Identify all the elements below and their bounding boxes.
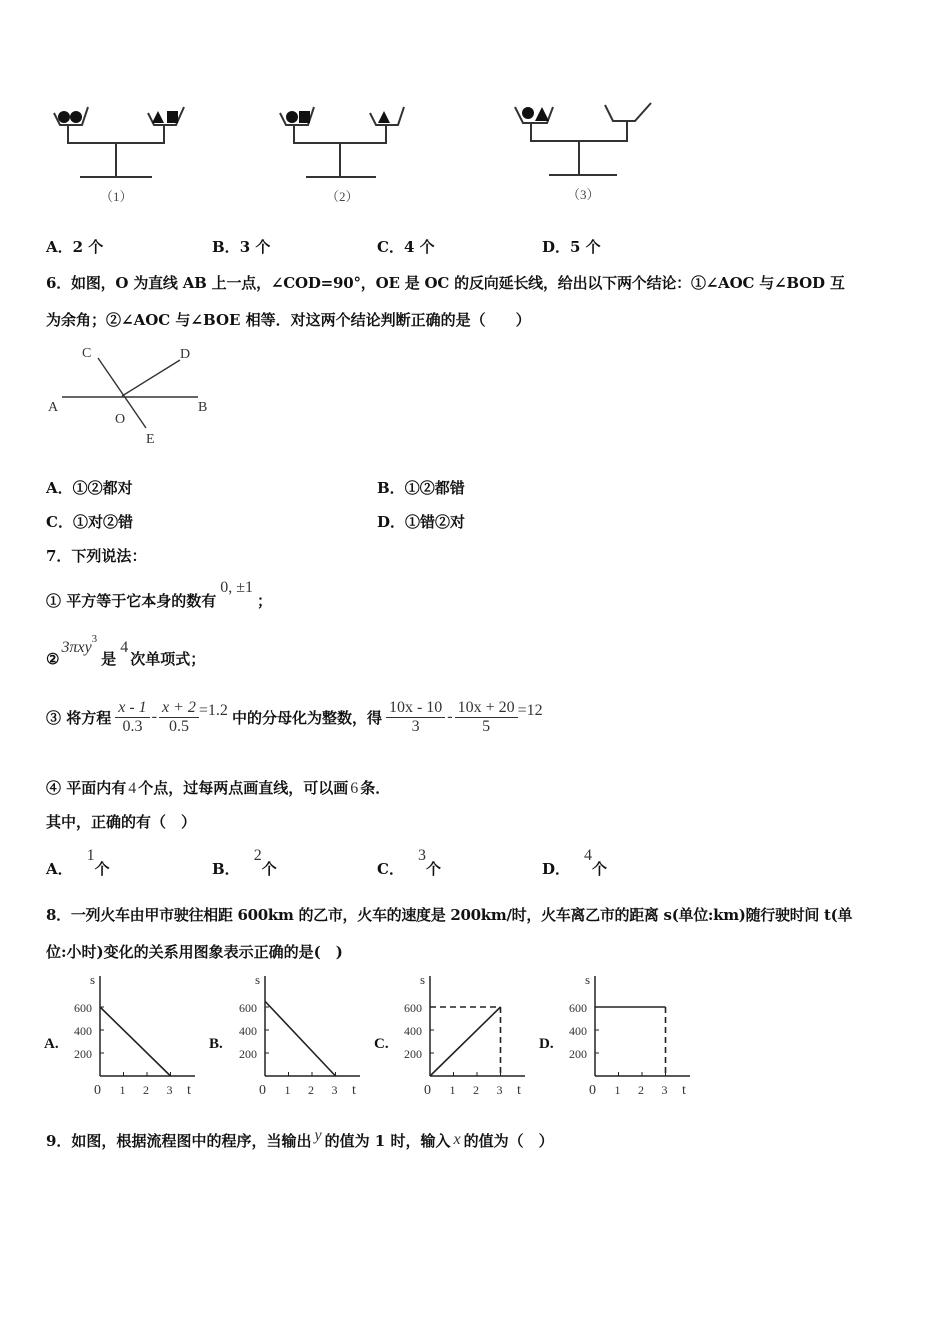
label-O: O xyxy=(115,412,126,427)
q7-statement-1: ① 平方等于它本身的数有0, ±1； xyxy=(46,579,273,610)
q8-stem-line2: 位:小时)变化的关系用图象表示正确的是( ) xyxy=(46,943,343,961)
y-tick-label: 200 xyxy=(239,1047,257,1061)
x-tick-label: 3 xyxy=(661,1083,668,1097)
q6-option-a[interactable]: A．①②都对 xyxy=(46,479,133,497)
q7-statement-2: ②3πxy$^3$是4次单项式； xyxy=(46,633,206,668)
q6-option-b[interactable]: B．①②都错 xyxy=(377,479,465,497)
x-tick-label: 0 xyxy=(589,1083,596,1098)
q6-angle-figure xyxy=(40,340,230,450)
q6-stem-line2: 为余角；②∠AOC 与∠BOE 相等．对这两个结论判断正确的是（ ） xyxy=(46,311,531,329)
x-tick-label: 0 xyxy=(259,1083,266,1098)
q7-option-a[interactable]: A．1个 xyxy=(46,847,110,878)
balance-label-1: （1） xyxy=(100,189,133,204)
label-A: A xyxy=(48,400,59,415)
x-tick-label: 3 xyxy=(496,1083,503,1097)
q7-option-c[interactable]: C．3个 xyxy=(377,847,441,878)
y-tick-label: 200 xyxy=(74,1047,92,1061)
x-tick-label: 3 xyxy=(331,1083,338,1097)
q9-stem: 9．如图，根据流程图中的程序，当输出 y 的值为 1 时，输入 x 的值为（ ） xyxy=(46,1127,554,1150)
x-tick-label: 0 xyxy=(424,1083,431,1098)
x-tick-label: 2 xyxy=(308,1083,314,1097)
x-tick-label: 2 xyxy=(638,1083,644,1097)
y-tick-label: 200 xyxy=(569,1047,587,1061)
x-tick-label: 3 xyxy=(166,1083,173,1097)
x-tick-label: 2 xyxy=(473,1083,479,1097)
y-tick-label: 600 xyxy=(239,1001,257,1015)
q8-graph-b[interactable] xyxy=(205,968,370,1098)
q7-fraction-1: $\frac{x - 1}{0.3}$ xyxy=(115,699,149,736)
balance-figure-3 xyxy=(505,95,665,210)
q7-stem: 7．下列说法： xyxy=(46,547,147,565)
q7-statement-3: ③ 将方程 $\frac{x - 1}{0.3}$ - $\frac{x + 2}{0.5}$ =1.2 中的分母化为整数，得 $\frac{10x - 10}{3}$ - $\frac{10x + 20}{5}$ =12 xyxy=(46,698,543,735)
series-line xyxy=(265,1001,336,1076)
y-tick-label: 200 xyxy=(404,1047,422,1061)
series-line xyxy=(430,1007,501,1076)
x-tick-label: 2 xyxy=(143,1083,149,1097)
q7-question: 其中，正确的有（ ） xyxy=(46,813,197,831)
x-tick-label: 1 xyxy=(614,1083,621,1097)
q7-s2-math: 3πxy xyxy=(61,639,92,656)
q5-option-c[interactable]: C．4 个 xyxy=(377,238,435,256)
q7-fraction-4: $\frac{10x + 20}{5}$ xyxy=(455,699,518,736)
x-tick-label: 1 xyxy=(284,1083,291,1097)
x-tick-label: 1 xyxy=(449,1083,456,1097)
graph-option-label: B. xyxy=(209,1036,223,1052)
y-tick-label: 400 xyxy=(404,1024,422,1038)
series-line xyxy=(100,1007,171,1076)
q6-stem-line1: 6．如图，O 为直线 AB 上一点，∠COD=90°，OE 是 OC 的反向延长线，给出以下两个结论：①∠AOC 与∠BOD 互 xyxy=(46,274,845,292)
balance-label-2: （2） xyxy=(326,189,359,204)
q8-stem-line1: 8．一列火车由甲市驶往相距 600km 的乙市，火车的速度是 200km/时，火车离乙市的距离 s(单位:km)随行驶时间 t(单 xyxy=(46,906,853,924)
q5-option-a[interactable]: A．2 个 xyxy=(46,238,104,256)
y-axis-label: s xyxy=(90,972,96,987)
x-tick-label: 0 xyxy=(94,1083,101,1098)
label-B: B xyxy=(198,400,208,415)
q6-option-c[interactable]: C．①对②错 xyxy=(46,513,133,531)
y-tick-label: 600 xyxy=(569,1001,587,1015)
q7-fraction-3: $\frac{10x - 10}{3}$ xyxy=(386,699,445,736)
balance-figure-2 xyxy=(268,95,428,210)
y-tick-label: 400 xyxy=(74,1024,92,1038)
y-axis-label: s xyxy=(585,972,591,987)
graph-option-label: D. xyxy=(539,1036,554,1052)
y-axis-label: s xyxy=(420,972,426,987)
q7-option-d[interactable]: D．4个 xyxy=(542,847,608,878)
y-tick-label: 600 xyxy=(404,1001,422,1015)
x-axis-label: t xyxy=(187,1083,191,1098)
y-tick-label: 400 xyxy=(569,1024,587,1038)
q6-option-d[interactable]: D．①错②对 xyxy=(377,513,466,531)
label-D: D xyxy=(180,347,191,362)
q7-statement-4: ④ 平面内有 4 个点，过每两点画直线，可以画 6 条． xyxy=(46,779,391,797)
label-E: E xyxy=(146,432,155,447)
balance-label-3: （3） xyxy=(567,187,600,202)
x-tick-label: 1 xyxy=(119,1083,126,1097)
y-tick-label: 400 xyxy=(239,1024,257,1038)
x-axis-label: t xyxy=(352,1083,356,1098)
q8-graph-a[interactable] xyxy=(40,968,205,1098)
graph-option-label: A. xyxy=(44,1036,59,1052)
q5-option-d[interactable]: D．5 个 xyxy=(542,238,601,256)
q8-graph-d[interactable] xyxy=(535,968,700,1098)
q7-s1-math: 0, ±1 xyxy=(220,579,254,596)
q5-option-b[interactable]: B．3 个 xyxy=(212,238,271,256)
x-axis-label: t xyxy=(682,1083,686,1098)
q8-graph-c[interactable] xyxy=(370,968,535,1098)
q7-fraction-2: $\frac{x + 2}{0.5}$ xyxy=(159,699,199,736)
q7-option-b[interactable]: B．2个 xyxy=(212,847,277,878)
x-axis-label: t xyxy=(517,1083,521,1098)
label-C: C xyxy=(82,346,92,361)
y-tick-label: 600 xyxy=(74,1001,92,1015)
graph-option-label: C. xyxy=(374,1036,389,1052)
y-axis-label: s xyxy=(255,972,261,987)
balance-figure-1 xyxy=(40,95,200,210)
